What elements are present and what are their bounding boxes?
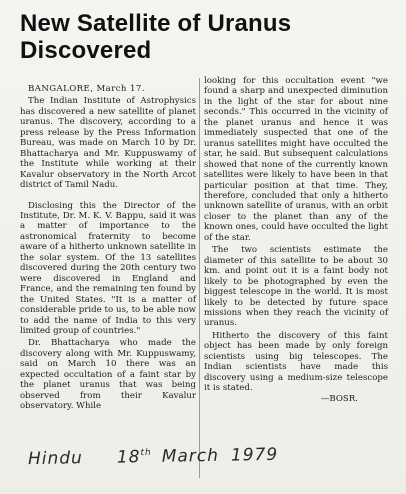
column-divider <box>199 78 200 478</box>
handwritten-year: 1979 <box>230 444 279 466</box>
dateline: BANGALORE, March 17. <box>28 84 145 94</box>
article-column-left <box>20 84 196 412</box>
handwritten-month: March <box>161 445 220 467</box>
article-paragraph: Disclosing this the Director of the Institute, Dr. M. K. V. Bappu, said it was a matter of importance to the astronomical fraternity to become aware of a hitherto unknown satellite in the solar system. Of the 13 satellites discovered during the 20th century two were discovered in England and France, and the remaining ten found by the United States. "It is a matter of considerable pride to us, to be able now to add the name of India to this very limited group of countries." <box>20 200 196 336</box>
handwritten-source-note <box>28 443 388 469</box>
signoff: —BOSR. <box>320 393 358 404</box>
article-paragraph: Dr. Bhattacharya who made the discovery along with Mr. Kuppuswamy, said on March 10 there was an expected occultation of a faint star by the planet uranus that was being observed from their Kavalur observatory. While <box>20 338 196 412</box>
article-paragraph: looking for this occultation event "we found a sharp and unexpected diminution in the light of the star for about nine seconds." This occurred in the vicinity of the planet uranus and hence it was immediately suspected that one of the uranus satellites might have occulted the star, he said. But subsequent calculations showed that none of the currently known satellites were likely to have been in that particular position at that time. They, therefore, concluded that only a hitherto unknown satellite of uranus, with an orbit closer to the planet than any of the known ones, could have occulted the light of the star. <box>204 76 388 243</box>
headline: New Satellite of Uranus Discovered <box>20 10 292 64</box>
article-column-right <box>204 76 388 404</box>
handwritten-day: 18 <box>116 447 141 468</box>
handwritten-source: Hindu <box>27 448 84 470</box>
article-paragraph: The Indian Institute of Astrophysics has discovered a new satellite of planet uranus. The discovery, according to a press release by the Press Information Bureau, was made on March 10 by Dr. Bhattacharya and Mr. Kuppuswamy of the Institute while working at their Kavalur observatory in the North Arcot district of Tamil Nadu. <box>20 96 196 191</box>
handwritten-ordinal: th <box>140 448 152 459</box>
article-paragraph: Hitherto the discovery of this faint object has been made by only foreign scientists using big telescopes. The Indian scientists have made this discovery using a medium-size telescope it is stated. <box>204 330 388 394</box>
article-paragraph: The two scientists estimate the diameter of this satellite to be about 30 km. and point out it is a faint body not likely to be photographed by even the biggest telescope in the world. It is most likely to be detected by future space missions when they reach the vicinity of uranus. <box>204 245 388 329</box>
